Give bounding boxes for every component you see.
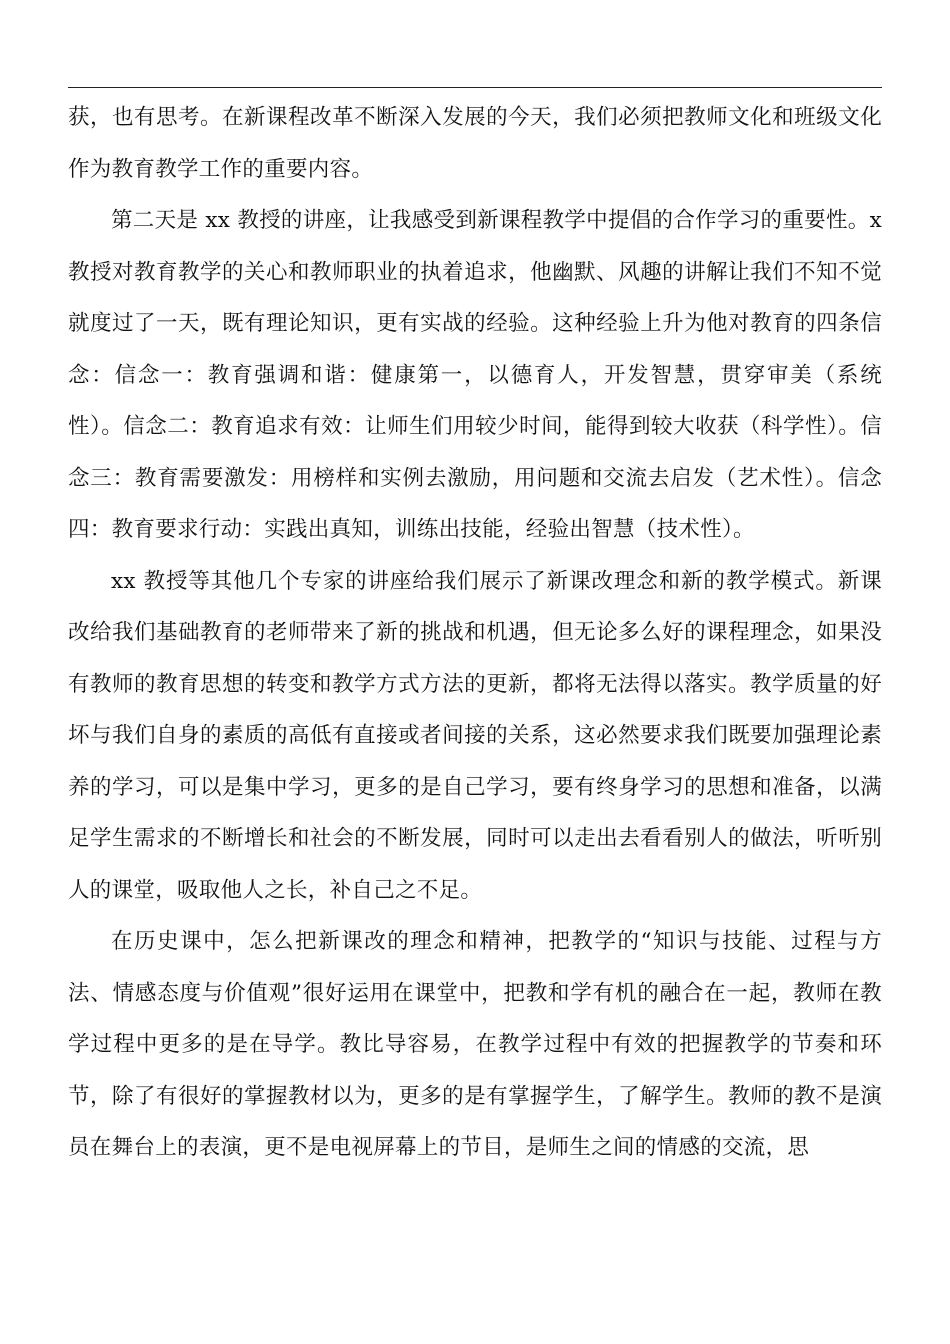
paragraph-3: xx 教授等其他几个专家的讲座给我们展示了新课改理念和新的教学模式。新课改给我们基础教育的老师带来了新的挑战和机遇，但无论多么好的课程理念，如果没有教师的教育思想的转变和教学方式方法的更新，都将无法得以落实。教学质量的好坏与我们自身的素质的高低有直接或者间接的关系，这必然要求我们既要加强理论素养的学习，可以是集中学习，更多的是自己学习，要有终身学习的思想和准备，以满足学生需求的不断增长和社会的不断发展，同时可以走出去看看别人的做法，听听别人的课堂，吸取他人之长，补自己之不足。 [68,568,882,903]
paragraph-2: 第二天是 xx 教授的讲座，让我感受到新课程教学中提倡的合作学习的重要性。x 教授对教育教学的关心和教师职业的执着追求，他幽默、风趣的讲解让我们不知不觉就度过了一天，既有理论知识，更有实战的经验。这种经验上升为他对教育的四条信念：信念一：教育强调和谐：健康第一，以德育人，开发智慧，贯穿审美（系统性）。信念二：教育追求有效：让师生们用较少时间，能得到较大收获（科学性）。信念三：教育需要激发：用榜样和实例去激励，用问题和交流去启发（艺术性）。信念四：教育要求行动：实践出真知，训练出技能，经验出智慧（技术性）。 [68,208,882,542]
paragraph-1: 获，也有思考。在新课程改革不断深入发展的今天，我们必须把教师文化和班级文化作为教育教学工作的重要内容。 [68,105,882,182]
document-body [68,92,882,1174]
paragraph-4: 在历史课中，怎么把新课改的理念和精神，把教学的“知识与技能、过程与方法、情感态度与价值观”很好运用在课堂中，把教和学有机的融合在一起，教师在教学过程中更多的是在导学。教比导容易，在教学过程中有效的把握教学的节奏和环节，除了有很好的掌握教材以为，更多的是有掌握学生，了解学生。教师的教不是演员在舞台上的表演，更不是电视屏幕上的节目，是师生之间的情感的交流，思 [68,929,882,1160]
header-rule [68,87,882,88]
